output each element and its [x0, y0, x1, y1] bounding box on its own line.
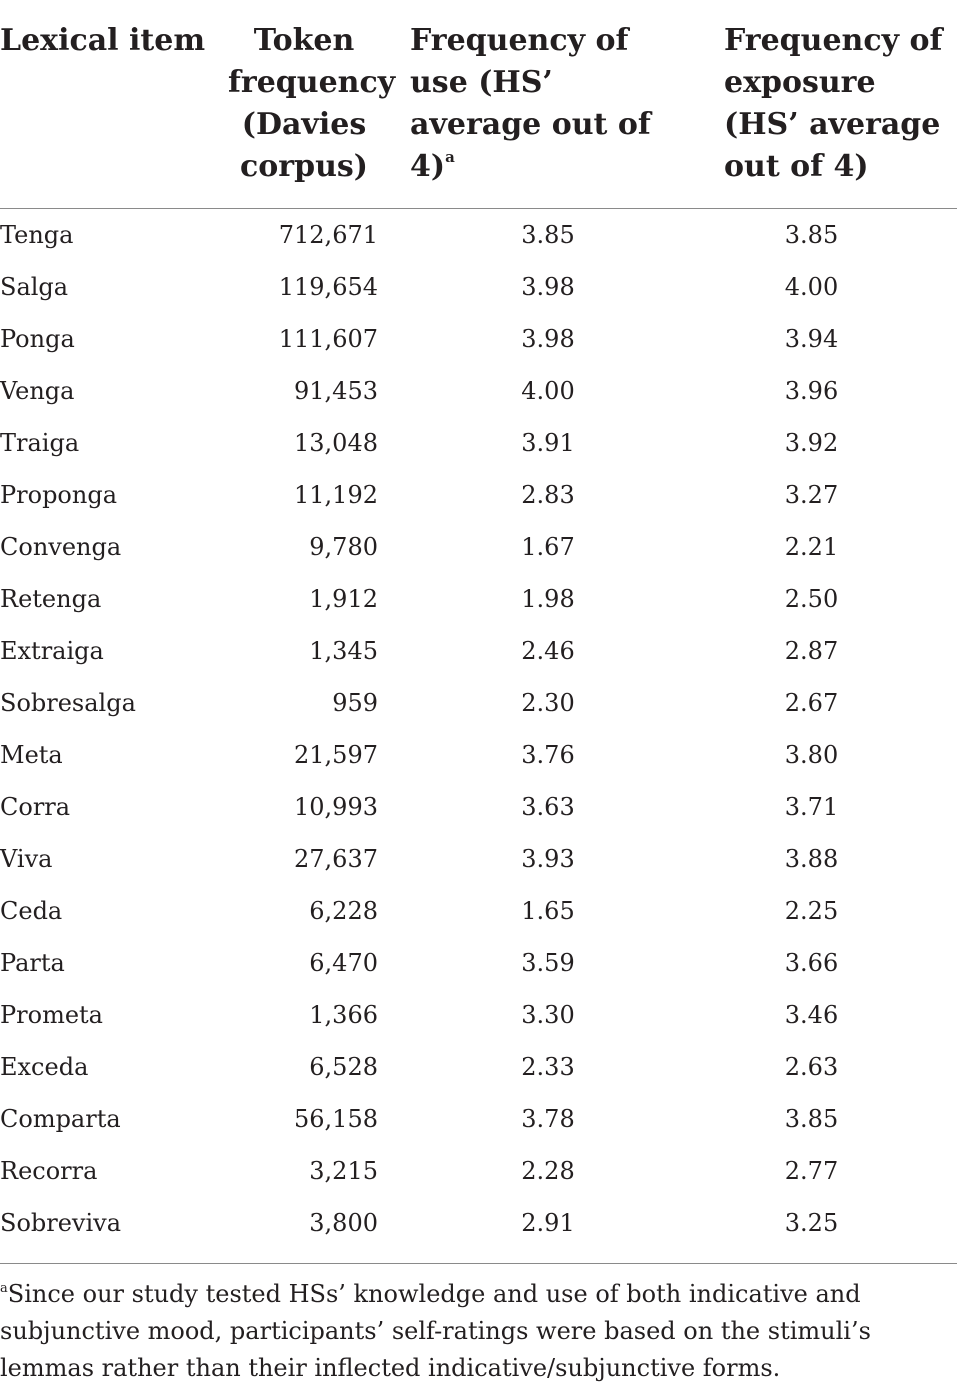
cell-token-frequency: 11,192	[294, 481, 378, 509]
header-frequency-of-use-label: Frequency of use (HS’ average out of 4)	[410, 23, 651, 184]
cell-frequency-of-exposure: 2.63	[784, 1053, 839, 1081]
cell-lexical-item: Retenga	[0, 585, 102, 613]
table-row	[0, 1145, 957, 1197]
header-lexical-item: Lexical item	[0, 0, 228, 209]
cell-token-frequency: 3,800	[309, 1209, 378, 1237]
cell-lexical-item: Extraiga	[0, 637, 104, 665]
header-token-frequency: Token frequency (Davies corpus)	[228, 0, 400, 209]
cell-token-frequency: 6,228	[309, 897, 378, 925]
cell-token-frequency: 1,345	[309, 637, 378, 665]
cell-lexical-item: Salga	[0, 273, 69, 301]
cell-lexical-item: Traiga	[0, 429, 80, 457]
table-bottom-rule-cell	[0, 1249, 228, 1264]
header-frequency-of-use	[400, 0, 656, 209]
cell-frequency-of-exposure: 3.46	[784, 1001, 839, 1029]
cell-frequency-of-use: 3.59	[521, 949, 575, 977]
cell-lexical-item: Venga	[0, 377, 75, 405]
cell-token-frequency: 6,528	[309, 1053, 378, 1081]
cell-frequency-of-use: 1.67	[521, 533, 575, 561]
cell-frequency-of-use: 3.76	[521, 741, 575, 769]
footnote-marker: a	[445, 148, 455, 166]
table-bottom-rule-cell	[400, 1249, 656, 1264]
cell-token-frequency: 712,671	[278, 221, 378, 249]
table-row	[0, 417, 957, 469]
cell-frequency-of-use: 3.85	[521, 221, 575, 249]
cell-frequency-of-exposure: 2.50	[784, 585, 839, 613]
table-row	[0, 729, 957, 781]
table-row	[0, 469, 957, 521]
cell-frequency-of-exposure: 3.85	[784, 221, 839, 249]
cell-lexical-item: Tenga	[0, 221, 74, 249]
cell-lexical-item: Convenga	[0, 533, 122, 561]
header-frequency-of-exposure: Frequency of exposure (HS’ average out of 4)	[656, 0, 957, 209]
table-row	[0, 1197, 957, 1249]
cell-lexical-item: Sobresalga	[0, 689, 136, 717]
cell-frequency-of-use: 1.65	[521, 897, 575, 925]
cell-frequency-of-use: 3.78	[521, 1105, 575, 1133]
cell-frequency-of-use: 3.30	[521, 1001, 575, 1029]
cell-token-frequency: 111,607	[278, 325, 378, 353]
cell-frequency-of-use: 2.83	[521, 481, 575, 509]
cell-lexical-item: Comparta	[0, 1105, 121, 1133]
cell-lexical-item: Corra	[0, 793, 71, 821]
cell-frequency-of-exposure: 3.88	[784, 845, 839, 873]
cell-token-frequency: 9,780	[309, 533, 378, 561]
table-row	[0, 937, 957, 989]
cell-lexical-item: Exceda	[0, 1053, 89, 1081]
table-row	[0, 573, 957, 625]
cell-frequency-of-exposure: 3.66	[784, 949, 839, 977]
table-bottom-rule	[0, 1249, 957, 1264]
cell-frequency-of-exposure: 2.25	[784, 897, 839, 925]
table-bottom-rule-cell	[656, 1249, 957, 1264]
table-row	[0, 885, 957, 937]
cell-lexical-item: Ceda	[0, 897, 63, 925]
cell-frequency-of-exposure: 3.27	[784, 481, 839, 509]
table-body	[0, 209, 957, 1264]
cell-token-frequency: 91,453	[294, 377, 378, 405]
cell-frequency-of-use: 3.63	[521, 793, 575, 821]
cell-token-frequency: 3,215	[309, 1157, 378, 1185]
cell-token-frequency: 21,597	[294, 741, 378, 769]
table-row	[0, 989, 957, 1041]
cell-lexical-item: Ponga	[0, 325, 75, 353]
cell-frequency-of-exposure: 3.25	[784, 1209, 839, 1237]
cell-frequency-of-exposure: 2.67	[784, 689, 839, 717]
cell-token-frequency: 1,912	[309, 585, 378, 613]
cell-frequency-of-exposure: 2.21	[784, 533, 839, 561]
table-row	[0, 209, 957, 262]
cell-frequency-of-exposure: 2.87	[784, 637, 839, 665]
cell-frequency-of-exposure: 3.71	[784, 793, 839, 821]
cell-frequency-of-use: 2.46	[521, 637, 575, 665]
cell-frequency-of-exposure: 3.94	[784, 325, 839, 353]
table-row	[0, 365, 957, 417]
table-header-row	[0, 0, 957, 209]
table-bottom-rule-cell	[228, 1249, 400, 1264]
cell-token-frequency: 27,637	[294, 845, 378, 873]
cell-lexical-item: Proponga	[0, 481, 118, 509]
cell-frequency-of-use: 3.91	[521, 429, 575, 457]
footnote-text: Since our study tested HSs’ knowledge and use of both indicative and subjunctive mood, participants’ self-ratings were based on the stimuli’s lemmas rather than their inflected indicative/subjunctive forms.	[0, 1280, 871, 1382]
cell-frequency-of-use: 2.28	[521, 1157, 575, 1185]
cell-frequency-of-use: 2.91	[521, 1209, 575, 1237]
cell-frequency-of-use: 4.00	[521, 377, 575, 405]
cell-token-frequency: 1,366	[309, 1001, 378, 1029]
table-row	[0, 625, 957, 677]
cell-lexical-item: Parta	[0, 949, 65, 977]
cell-token-frequency: 6,470	[309, 949, 378, 977]
cell-token-frequency: 959	[332, 689, 378, 717]
table-row	[0, 261, 957, 313]
cell-token-frequency: 56,158	[294, 1105, 378, 1133]
cell-frequency-of-use: 3.98	[521, 325, 575, 353]
table-row	[0, 677, 957, 729]
cell-frequency-of-exposure: 3.85	[784, 1105, 839, 1133]
table-row	[0, 833, 957, 885]
cell-token-frequency: 13,048	[294, 429, 378, 457]
table-row	[0, 1041, 957, 1093]
cell-frequency-of-use: 3.98	[521, 273, 575, 301]
cell-token-frequency: 10,993	[294, 793, 378, 821]
cell-lexical-item: Viva	[0, 845, 53, 873]
cell-frequency-of-exposure: 2.77	[784, 1157, 839, 1185]
table-row	[0, 313, 957, 365]
cell-frequency-of-use: 1.98	[521, 585, 575, 613]
cell-frequency-of-exposure: 3.92	[784, 429, 839, 457]
table-footnote	[0, 1276, 957, 1387]
table-row	[0, 781, 957, 833]
cell-frequency-of-exposure: 3.80	[784, 741, 839, 769]
cell-lexical-item: Meta	[0, 741, 63, 769]
cell-frequency-of-use: 2.30	[521, 689, 575, 717]
cell-lexical-item: Recorra	[0, 1157, 98, 1185]
cell-frequency-of-exposure: 4.00	[784, 273, 839, 301]
cell-lexical-item: Sobreviva	[0, 1209, 122, 1237]
table-row	[0, 1093, 957, 1145]
cell-lexical-item: Prometa	[0, 1001, 103, 1029]
table-row	[0, 521, 957, 573]
cell-frequency-of-exposure: 3.96	[784, 377, 839, 405]
cell-frequency-of-use: 3.93	[521, 845, 575, 873]
cell-frequency-of-use: 2.33	[521, 1053, 575, 1081]
cell-token-frequency: 119,654	[278, 273, 378, 301]
footnote-marker-label: a	[0, 1281, 8, 1296]
